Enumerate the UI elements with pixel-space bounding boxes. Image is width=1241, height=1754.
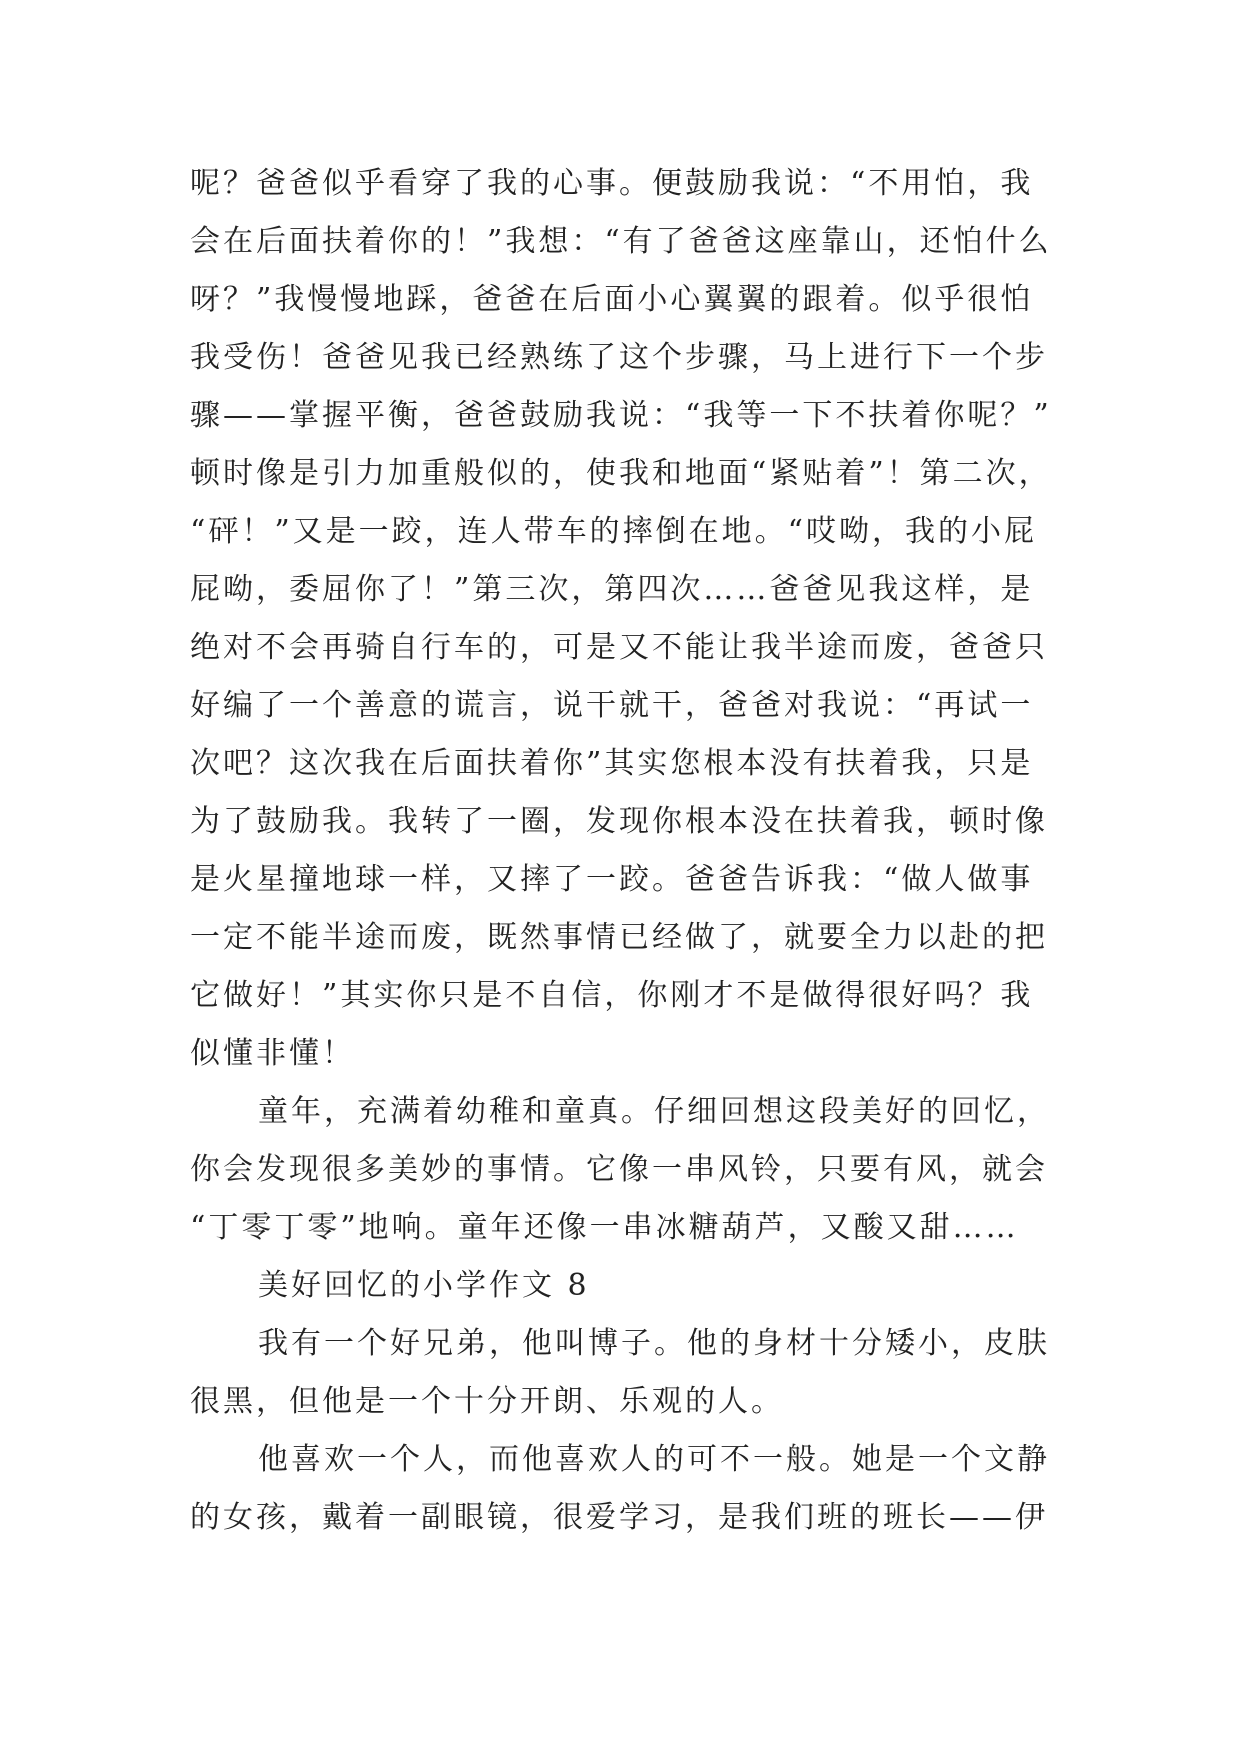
text-line: 的女孩，戴着一副眼镜，很爱学习，是我们班的班长——伊 [190, 1500, 1048, 1535]
text-line: “丁零丁零”地响。童年还像一串冰糖葫芦，又酸又甜…… [190, 1210, 1019, 1245]
text-line: 为了鼓励我。我转了一圈，发现你根本没在扶着我，顿时像 [190, 804, 1048, 839]
text-line: 绝对不会再骑自行车的，可是又不能让我半途而废，爸爸只 [190, 630, 1048, 665]
paragraph-first-line: 我有一个好兄弟，他叫博子。他的身材十分矮小，皮肤 [258, 1326, 1050, 1361]
text-line: 会在后面扶着你的！”我想：“有了爸爸这座靠山，还怕什么 [190, 224, 1052, 259]
paragraph-first-line: 他喜欢一个人，而他喜欢人的可不一般。她是一个文静 [258, 1442, 1050, 1477]
text-line: 是火星撞地球一样，又摔了一跤。爸爸告诉我：“做人做事 [190, 862, 1034, 897]
text-line: 呀？”我慢慢地踩，爸爸在后面小心翼翼的跟着。似乎很怕 [190, 282, 1034, 317]
text-line: 骤——掌握平衡，爸爸鼓励我说：“我等一下不扶着你呢？” [190, 398, 1052, 433]
text-line: 顿时像是引力加重般似的，使我和地面“紧贴着”！第二次， [190, 456, 1052, 491]
text-line: 似懂非懂！ [190, 1036, 355, 1071]
text-line: 呢？爸爸似乎看穿了我的心事。便鼓励我说：“不用怕，我 [190, 166, 1034, 201]
text-line: 好编了一个善意的谎言，说干就干，爸爸对我说：“再试一 [190, 688, 1034, 723]
text-line: 很黑，但他是一个十分开朗、乐观的人。 [190, 1384, 784, 1419]
paragraph-first-line: 童年，充满着幼稚和童真。仔细回想这段美好的回忆， [258, 1094, 1050, 1129]
section-heading: 美好回忆的小学作文 8 [258, 1268, 590, 1303]
document-body [190, 155, 1090, 1547]
text-line: 你会发现很多美妙的事情。它像一串风铃，只要有风，就会 [190, 1152, 1048, 1187]
text-line: 次吧？这次我在后面扶着你”其实您根本没有扶着我，只是 [190, 746, 1034, 781]
text-line: 它做好！”其实你只是不自信，你刚才不是做得很好吗？我 [190, 978, 1034, 1013]
text-line: “砰！”又是一跤，连人带车的摔倒在地。“哎呦，我的小屁 [190, 514, 1038, 549]
text-line: 我受伤！爸爸见我已经熟练了这个步骤，马上进行下一个步 [190, 340, 1048, 375]
text-line: 一定不能半途而废，既然事情已经做了，就要全力以赴的把 [190, 920, 1048, 955]
text-line: 屁呦，委屈你了！”第三次，第四次……爸爸见我这样，是 [190, 572, 1034, 607]
